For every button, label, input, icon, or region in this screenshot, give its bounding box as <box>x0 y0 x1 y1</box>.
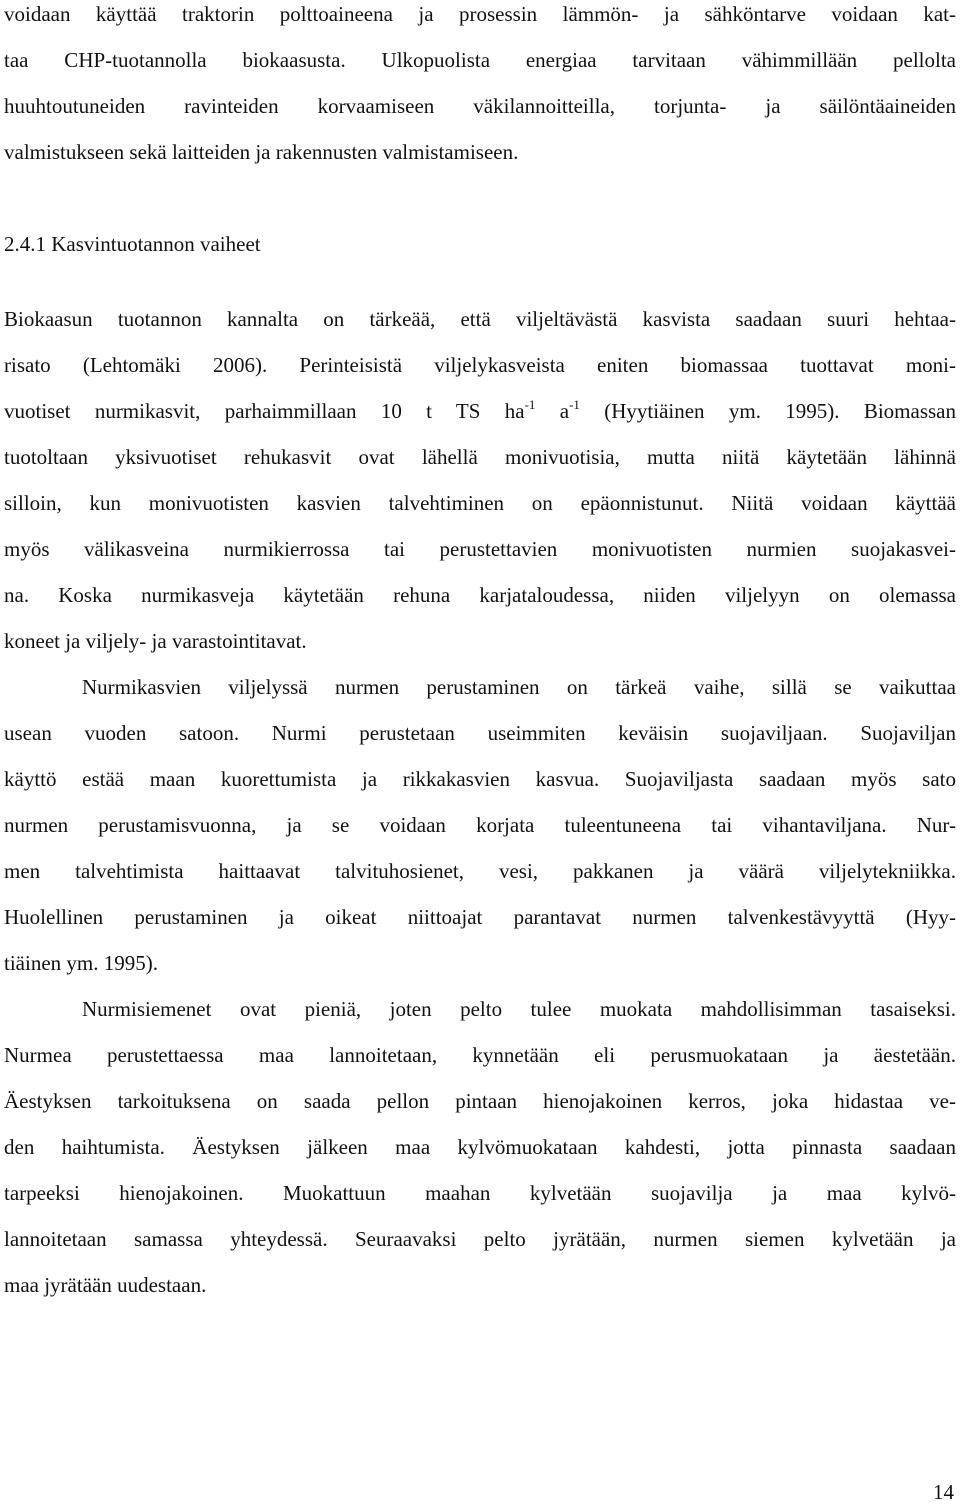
text-line: men talvehtimista haittaavat talvituhosienet, vesi, pakkanen ja väärä viljelytekniikka. <box>4 859 956 883</box>
text-line: tuotoltaan yksivuotiset rehukasvit ovat lähellä monivuotisia, mutta niitä käytetään lähinnä <box>4 445 956 469</box>
section-heading: 2.4.1 Kasvintuotannon vaiheet <box>4 232 261 256</box>
text-line: silloin, kun monivuotisten kasvien talvehtiminen on epäonnistunut. Niitä voidaan käyttää <box>4 491 956 515</box>
superscript: -1 <box>524 397 536 412</box>
text-segment: a <box>535 399 570 423</box>
superscript: -1 <box>569 397 580 412</box>
text-line: Nurmikasvien viljelyssä nurmen perustaminen on tärkeä vaihe, sillä se vaikuttaa <box>82 675 956 699</box>
text-line: maa jyrätään uudestaan. <box>4 1273 207 1297</box>
text-line-with-units <box>4 388 956 434</box>
text-line: taa CHP-tuotannolla biokaasusta. Ulkopuolista energiaa tarvitaan vähimmillään pellolta <box>4 48 956 72</box>
text-line: käyttö estää maan kuorettumista ja rikkakasvien kasvua. Suojaviljasta saadaan myös sato <box>4 767 956 791</box>
text-line: Nurmisiemenet ovat pieniä, joten pelto tulee muokata mahdollisimman tasaiseksi. <box>82 997 956 1021</box>
text-line: lannoitetaan samassa yhteydessä. Seuraavaksi pelto jyrätään, nurmen siemen kylvetään ja <box>4 1227 956 1251</box>
text-line: Äestyksen tarkoituksena on saada pellon pintaan hienojakoinen kerros, joka hidastaa ve- <box>4 1089 956 1113</box>
text-line: koneet ja viljely- ja varastointitavat. <box>4 629 307 653</box>
text-line: Huolellinen perustaminen ja oikeat niittoajat parantavat nurmen talvenkestävyyttä (Hyy- <box>4 905 956 929</box>
text-line: tiäinen ym. 1995). <box>4 951 158 975</box>
text-line: tarpeeksi hienojakoinen. Muokattuun maahan kylvetään suojavilja ja maa kylvö- <box>4 1181 956 1205</box>
text-line: risato (Lehtomäki 2006). Perinteisistä viljelykasveista eniten biomassaa tuottavat moni- <box>4 353 956 377</box>
text-line: Biokaasun tuotannon kannalta on tärkeää, että viljeltävästä kasvista saadaan suuri hehtaa- <box>4 307 956 331</box>
text-line: nurmen perustamisvuonna, ja se voidaan korjata tuleentuneena tai vihantaviljana. Nur- <box>4 813 956 837</box>
text-line: valmistukseen sekä laitteiden ja rakennusten valmistamiseen. <box>4 140 519 164</box>
text-segment: vuotiset nurmikasvit, parhaimmillaan 10 t TS ha <box>4 399 525 423</box>
text-line: den haihtumista. Äestyksen jälkeen maa kylvömuokataan kahdesti, jotta pinnasta saadaan <box>4 1135 956 1159</box>
text-line: voidaan käyttää traktorin polttoaineena ja prosessin lämmön- ja sähköntarve voidaan kat- <box>4 2 956 26</box>
text-line: na. Koska nurmikasveja käytetään rehuna karjataloudessa, niiden viljelyyn on olemassa <box>4 583 956 607</box>
text-line: myös välikasveina nurmikierrossa tai perustettavien monivuotisten nurmien suojakasvei- <box>4 537 956 561</box>
text-line: usean vuoden satoon. Nurmi perustetaan useimmiten keväisin suojaviljaan. Suojaviljan <box>4 721 956 745</box>
page-number: 14 <box>933 1480 954 1504</box>
text-line: Nurmea perustettaessa maa lannoitetaan, kynnetään eli perusmuokataan ja äestetään. <box>4 1043 956 1067</box>
text-segment: (Hyytiäinen ym. 1995). Biomassan <box>579 399 957 423</box>
text-line: huuhtoutuneiden ravinteiden korvaamiseen väkilannoitteilla, torjunta- ja säilöntäaineiden <box>4 94 956 118</box>
